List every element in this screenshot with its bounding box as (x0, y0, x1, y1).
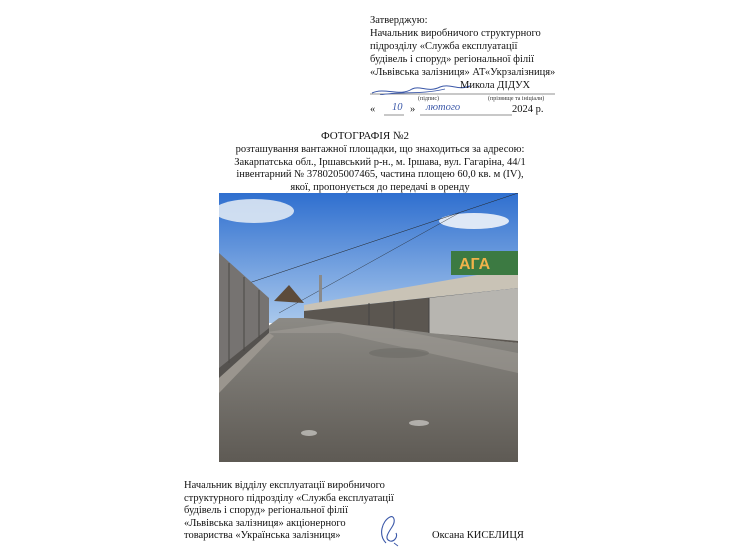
description-line: розташування вантажної площадки, що знаходиться за адресою: (235, 144, 525, 155)
document-description (200, 144, 560, 194)
footer-line: «Львівська залізниця» акціонерного (184, 517, 346, 529)
date-quote-close: » (410, 104, 416, 115)
document-title: ФОТОГРАФІЯ №2 (320, 130, 410, 142)
approval-line: Начальник виробничого структурного (370, 28, 541, 39)
initials-caption: (прізвище та ініціали) (488, 96, 545, 102)
date-quote-open: « (370, 104, 376, 115)
footer-signatory (184, 480, 394, 543)
approval-block (370, 14, 570, 79)
signature-caption: (підпис) (418, 96, 440, 102)
date-year: 2024 р. (512, 104, 544, 115)
approval-line: «Львівська залізниця» АТ«Укрзалізниця» (370, 67, 556, 78)
approval-heading: Затверджую: (370, 15, 428, 26)
approval-line: будівель і споруд» регіональної філії (370, 54, 534, 65)
footer-line: будівель і споруд» регіональної філії (184, 505, 348, 516)
approval-signer: Микола ДІДУХ (460, 80, 531, 91)
description-line: інвентарний № 3780205007465, частина площею 60,0 кв. м (IV), (236, 169, 524, 180)
footer-name: Оксана КИСЕЛИЦЯ (432, 530, 524, 541)
approval-date (370, 104, 560, 118)
description-line: Закарпатська обл., Іршавський р-н., м. Іршава, вул. Гагаріна, 44/1 (234, 156, 526, 168)
date-month: лютого (426, 102, 461, 113)
footer-line: структурного підрозділу «Служба експлуатації (184, 492, 394, 504)
approval-line: підрозділу «Служба експлуатації (370, 41, 518, 52)
date-day: 10 (392, 102, 403, 113)
description-line: якої, пропонується до передачі в оренду (290, 181, 470, 193)
photo-sign: АГА (459, 256, 491, 273)
footer-signature (374, 513, 404, 547)
date-underline (384, 114, 512, 117)
footer-line: товариства «Українська залізниця» (184, 530, 341, 541)
site-photo (219, 193, 518, 462)
footer-line: Начальник відділу експлуатації виробничого (184, 480, 385, 491)
